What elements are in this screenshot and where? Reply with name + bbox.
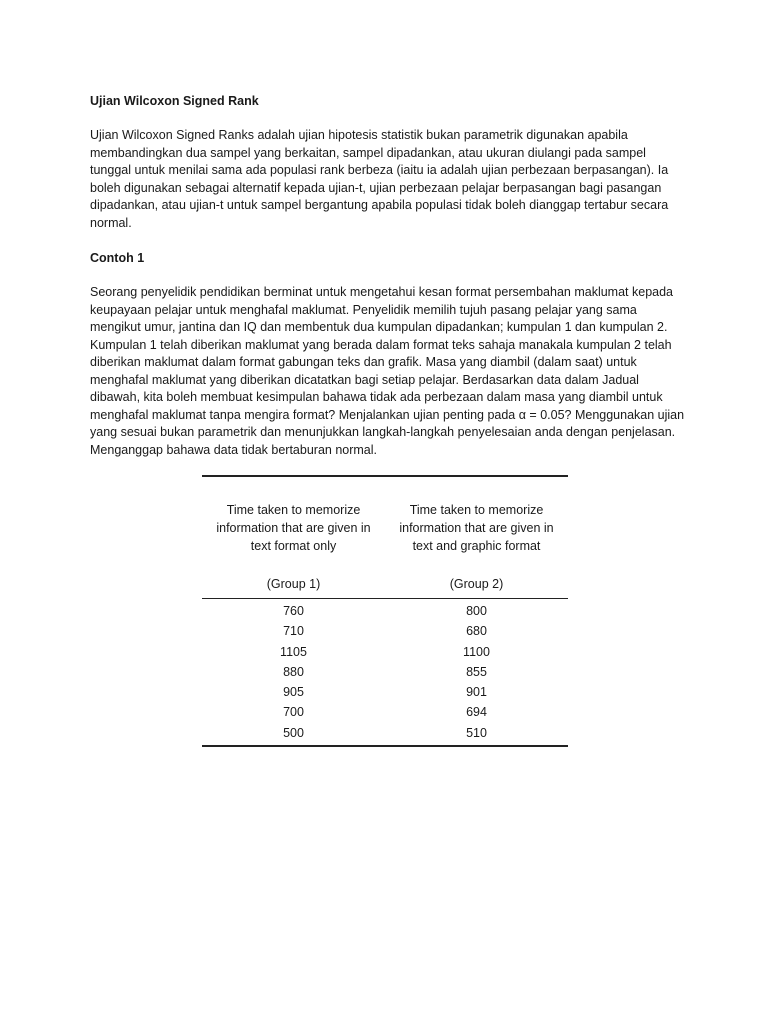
data-table	[202, 475, 568, 747]
example-heading: Contoh 1	[90, 251, 145, 265]
group2-value: 855	[466, 664, 487, 679]
table-row	[202, 599, 568, 622]
col2-header: Time taken to memorize information that are given in text and graphic format	[385, 476, 568, 556]
intro-paragraph: Ujian Wilcoxon Signed Ranks adalah ujian hipotesis statistik bukan parametrik digunakan apabila membandingkan dua sampel yang berkaitan, sampel dipadankan, atau ukuran diulangi pada sampel tunggal untuk menilai sama ada populasi rank berbeza (iaitu ia adalah ujian perbezaan berpasangan). Ia boleh digunakan sebagai alternatif kepada ujian-t, ujian perbezaan pelajar berpasangan bagi pasangan dipadankan, atau ujian-t untuk sampel bergantung apabila populasi tidak boleh dianggap tertabur secara normal.	[90, 128, 669, 230]
group1-value: 760	[283, 604, 304, 618]
group1-value: 905	[283, 685, 304, 700]
document-title: Ujian Wilcoxon Signed Rank	[90, 94, 259, 108]
group1-value: 880	[283, 664, 304, 679]
col1-header: Time taken to memorize information that are given in text format only	[202, 476, 385, 556]
group1-value: 710	[283, 624, 304, 639]
group2-value: 694	[466, 705, 487, 720]
group2-value: 510	[385, 723, 568, 746]
table-group-row	[202, 556, 568, 599]
table-body	[202, 599, 568, 747]
group2-value: 680	[466, 624, 487, 639]
table-row	[202, 723, 568, 746]
group2-value: 1100	[463, 644, 490, 659]
col2-group-label: (Group 2)	[385, 556, 568, 599]
data-table-container	[202, 475, 568, 747]
group2-value: 901	[466, 685, 487, 700]
group1-value: 500	[202, 723, 385, 746]
table-row	[202, 662, 568, 682]
group1-value: 1105	[280, 644, 307, 659]
table-row	[202, 702, 568, 722]
table-row	[202, 642, 568, 662]
table-row	[202, 682, 568, 702]
col1-group-label: (Group 1)	[202, 556, 385, 599]
document-body	[90, 92, 690, 477]
example-paragraph: Seorang penyelidik pendidikan berminat untuk mengetahui kesan format persembahan maklumat kepada keupayaan pelajar untuk menghafal maklumat. Penyelidik memilih tujuh pasang pelajar yang sama mengikut umur, jantina dan IQ dan membentuk dua kumpulan dipadankan; kumpulan 1 dan kumpulan 2. Kumpulan 1 telah diberikan maklumat yang berada dalam format teks sahaja manakala kumpulan 2 telah diberikan maklumat dalam format gabungan teks dan grafik. Masa yang diambil (dalam saat) untuk menghafal maklumat yang diberikan dicatatkan bagi setiap pelajar. Berdasarkan data dalam Jadual dibawah, kita boleh membuat kesimpulan bahawa tidak ada perbezaan dalam masa yang diambil untuk menghafal maklumat tanpa mengira format? Menjalankan ujian penting pada α = 0.05? Menggunakan ujian yang sesuai bukan parametrik dan menunjukkan langkah-langkah penyelesaian anda dengan penjelasan. Menganggap bahawa data tidak bertaburan normal.	[90, 285, 685, 457]
group1-value: 700	[283, 705, 304, 720]
table-header-row	[202, 476, 568, 556]
table-row	[202, 621, 568, 641]
group2-value: 800	[466, 604, 487, 618]
